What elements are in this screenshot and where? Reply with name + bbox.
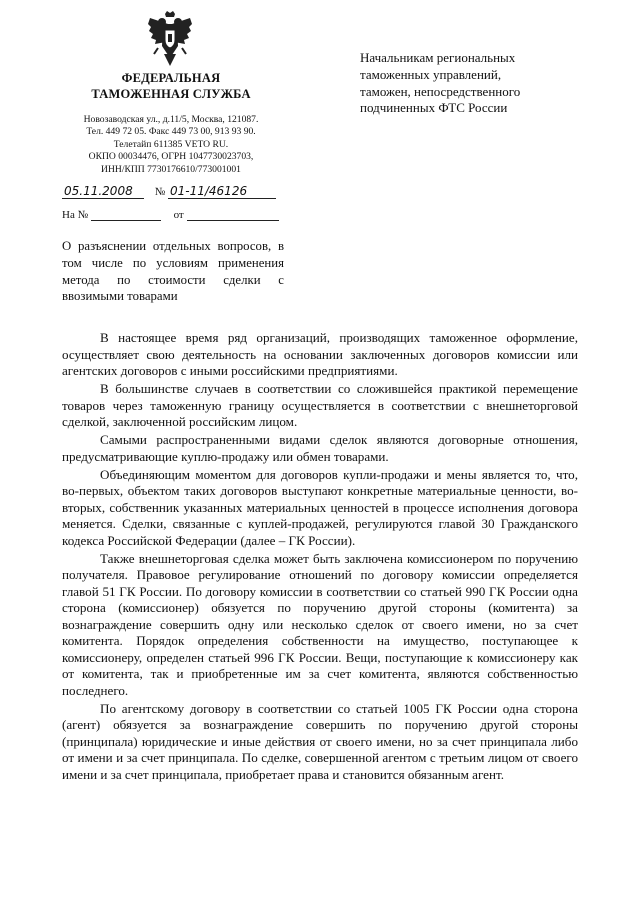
body-paragraph: Объединяющим моментом для договоров купли-продажи и мены является то, что, во-первых, объектом таких договоров выступают конкретные материальные ценности, во-вторых, собственник указанных материальных ценностей в процессе исполнения договора меняется. Сделки, связанные с куплей-продажей, регулируются главой 30 Гражданского кодекса Российской Федерации (далее – ГК России).	[62, 466, 578, 548]
recipient-line: подчиненных ФТС России	[360, 100, 508, 116]
reference-row	[62, 208, 279, 221]
outgoing-number: 01-11/46126	[168, 184, 276, 199]
contact-line-okpo: ОКПО 00034476, ОГРН 1047730023703,	[88, 151, 254, 163]
body-paragraph: В настоящее время ряд организаций, производящих таможенное оформление, осуществляет свою деятельность на основании заключенных договоров комиссии или агентских договоров с иными российскими предприятиями.	[62, 330, 578, 378]
on-number-blank	[91, 208, 161, 221]
coat-of-arms-emblem	[146, 10, 194, 68]
from-date-blank	[187, 208, 279, 221]
organization-contacts	[60, 114, 282, 176]
recipient-block	[360, 50, 600, 117]
org-name-line-2: ТАМОЖЕННАЯ СЛУЖБА	[91, 87, 251, 101]
recipient-line: таможен, непосредственного	[360, 83, 521, 99]
body-paragraph: Также внешнеторговая сделка может быть заключена комиссионером по поручению получателя. Правовое регулирование отношений по договору комиссии определяется главой 51 ГК России. По договору комиссии в соответствии со статьей 990 ГК России одна сторона (комиссионер) обязуется по поручению другой стороны (комитента) за вознаграждение совершить одну или несколько сделок от своего имени, но за счет комитента. Порядок определения собственности на имущество, поступающее к комиссионеру, определен статьей 996 ГК России. Вещи, поступающие к комиссионеру как от комитента, так и приобретенные им за счет комитента, являются собственностью последнего.	[62, 550, 578, 698]
body-paragraph: По агентскому договору в соответствии со статьей 1005 ГК России одна сторона (агент) обязуется за вознаграждение совершить по поручению другой стороны (принципала) юридические и иные действия от своего имени, но за счет принципала либо от имени и за счет принципала. По сделке, совершенной агентом с третьим лицом от своего имени и за счет принципала, приобретает права и становится обязанным агент.	[62, 700, 578, 782]
number-label: №	[154, 186, 166, 198]
outgoing-date: 05.11.2008	[62, 184, 144, 199]
letter-subject: О разъяснении отдельных вопросов, в том числе по условиям применения метода по стоимости сделки с ввозимыми товарами	[62, 239, 284, 304]
on-number-label: На №	[62, 209, 89, 221]
contact-line-phone: Тел. 449 72 05. Факс 449 73 00, 913 93 90.	[86, 126, 256, 138]
body-paragraph: В большинстве случаев в соответствии со сложившейся практикой перемещение товаров через таможенную границу осуществляется в соответствии с внешнеторговой сделкой, заключенной российским лицом.	[62, 381, 578, 429]
recipient-line: Начальникам региональных	[360, 50, 516, 65]
outgoing-date-number-row	[62, 184, 276, 199]
contact-line-inn: ИНН/КПП 7730176610/773001001	[101, 163, 241, 175]
from-label: от	[173, 209, 184, 221]
letter-body	[62, 330, 578, 785]
contact-line-address: Новозаводская ул., д.11/5, Москва, 121087.	[83, 114, 259, 125]
body-paragraph: Самыми распространенными видами сделок являются договорные отношения, предусматривающие куплю-продажу или обмен товарами.	[62, 432, 578, 464]
contact-line-teletype: Телетайп 611385 VETO RU.	[113, 138, 229, 150]
organization-name	[60, 70, 282, 102]
recipient-line: таможенных управлений,	[360, 66, 502, 82]
org-name-line-1: ФЕДЕРАЛЬНАЯ	[121, 71, 221, 85]
